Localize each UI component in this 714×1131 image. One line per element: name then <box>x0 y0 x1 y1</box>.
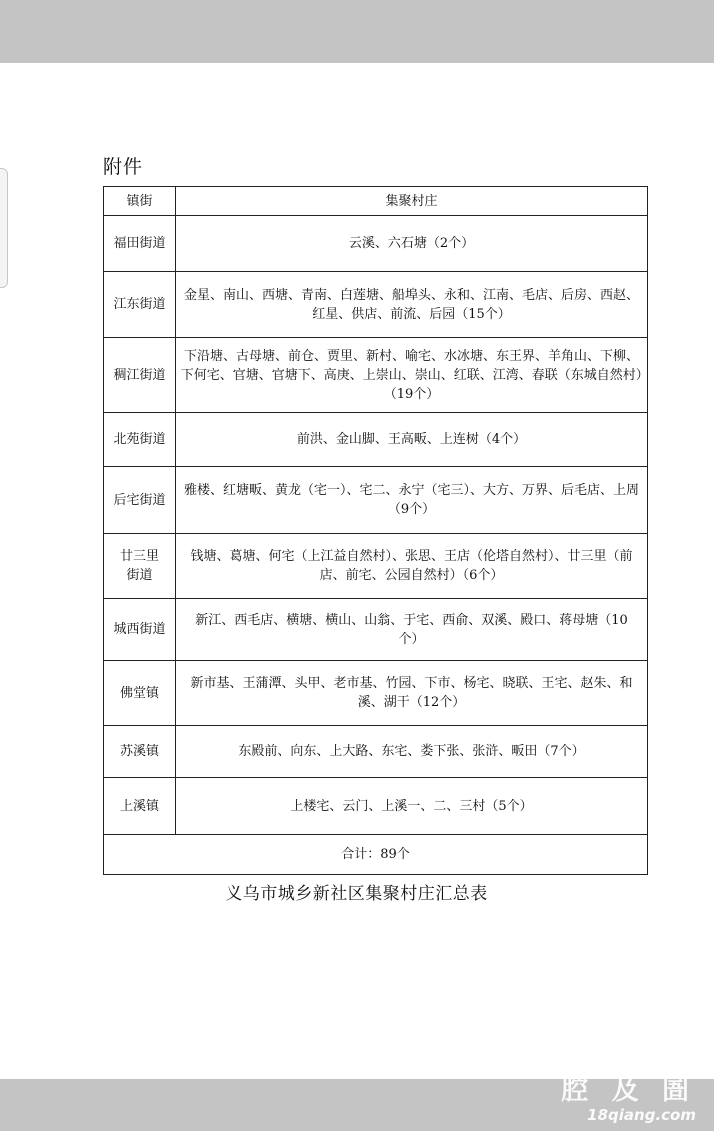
table-row <box>104 216 648 272</box>
table-row <box>104 599 648 661</box>
villages-cell: 雅楼、红塘畈、黄龙（宅一）、宅二、永宁（宅三）、大方、万界、后毛店、上周（9个） <box>176 467 648 534</box>
villages-cell: 云溪、六石塘（2个） <box>176 216 648 272</box>
table-header-row <box>104 187 648 216</box>
total-cell: 合计：89个 <box>104 835 648 875</box>
watermark-url: 18qiang.com <box>587 1106 696 1124</box>
table-row <box>104 413 648 467</box>
town-cell: 佛堂镇 <box>104 661 176 726</box>
town-cell: 廿三里街道 <box>104 534 176 599</box>
town-cell: 苏溪镇 <box>104 726 176 778</box>
watermark-logo-text: 腔 及 圄 <box>561 1075 696 1106</box>
village-summary-table <box>103 186 648 875</box>
villages-cell: 金星、南山、西塘、青南、白莲塘、船埠头、永和、江南、毛店、后房、西赵、红星、供店、前流、后园（15个） <box>176 272 648 338</box>
villages-cell: 下沿塘、古母塘、前仓、贾里、新村、喻宅、水冰塘、东王界、羊角山、下柳、下何宅、官塘、官塘下、高庚、上崇山、崇山、红联、江湾、春联（东城自然村）（19个） <box>176 338 648 413</box>
viewer-top-bar <box>0 0 714 63</box>
site-watermark <box>561 1076 696 1124</box>
town-cell: 江东街道 <box>104 272 176 338</box>
table-row <box>104 534 648 599</box>
town-cell: 城西街道 <box>104 599 176 661</box>
table-row <box>104 338 648 413</box>
table-row <box>104 726 648 778</box>
attachment-label: 附件 <box>103 156 144 178</box>
table-row <box>104 272 648 338</box>
villages-cell: 新市基、王蒲潭、头甲、老市基、竹园、下市、杨宅、晓联、王宅、赵朱、和溪、湖干（12个） <box>176 661 648 726</box>
town-cell: 后宅街道 <box>104 467 176 534</box>
villages-cell: 钱塘、葛塘、何宅（上江益自然村）、张思、王店（伦塔自然村）、廿三里（前店、前宅、公园自然村）（6个） <box>176 534 648 599</box>
table-caption: 义乌市城乡新社区集聚村庄汇总表 <box>225 884 488 904</box>
town-cell: 福田街道 <box>104 216 176 272</box>
table-row <box>104 778 648 835</box>
side-drawer-handle[interactable] <box>0 168 8 288</box>
villages-cell: 前洪、金山脚、王高畈、上连树（4个） <box>176 413 648 467</box>
villages-cell: 东殿前、向东、上大路、东宅、娄下张、张浒、畈田（7个） <box>176 726 648 778</box>
town-cell: 北苑街道 <box>104 413 176 467</box>
table-total-row <box>104 835 648 875</box>
header-villages: 集聚村庄 <box>176 187 648 216</box>
table-row <box>104 661 648 726</box>
table-row <box>104 467 648 534</box>
header-town: 镇街 <box>104 187 176 216</box>
town-cell: 稠江街道 <box>104 338 176 413</box>
town-cell: 上溪镇 <box>104 778 176 835</box>
villages-cell: 新江、西毛店、横塘、横山、山翁、于宅、西俞、双溪、殿口、蒋母塘（10个） <box>176 599 648 661</box>
villages-cell: 上楼宅、云门、上溪一、二、三村（5个） <box>176 778 648 835</box>
